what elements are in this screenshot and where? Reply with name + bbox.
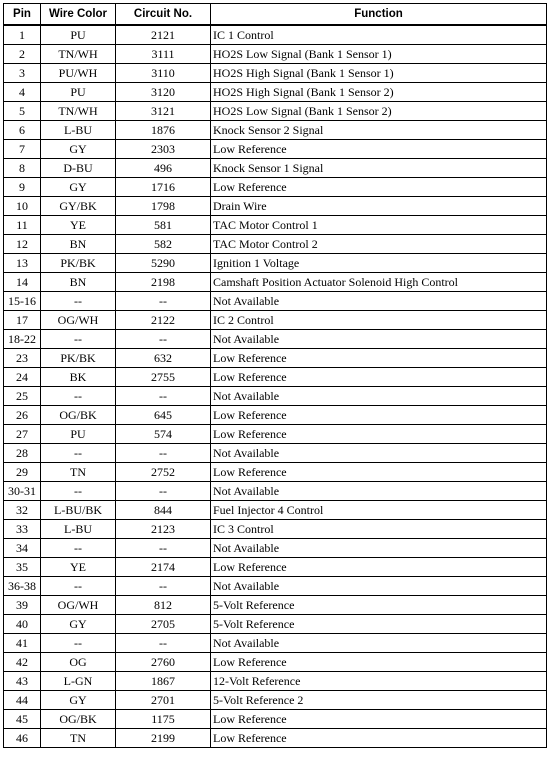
circuit-number-cell: 2755 bbox=[116, 368, 211, 387]
table-row bbox=[4, 216, 547, 235]
pin-cell: 3 bbox=[4, 64, 41, 83]
circuit-number-cell: 5290 bbox=[116, 254, 211, 273]
circuit-number-cell: 582 bbox=[116, 235, 211, 254]
circuit-number-cell: 1175 bbox=[116, 710, 211, 729]
pin-cell: 45 bbox=[4, 710, 41, 729]
function-cell: TAC Motor Control 1 bbox=[211, 216, 547, 235]
wire-color-cell: -- bbox=[41, 292, 116, 311]
table-row bbox=[4, 691, 547, 710]
circuit-number-cell: -- bbox=[116, 577, 211, 596]
wire-color-cell: -- bbox=[41, 539, 116, 558]
table-row bbox=[4, 292, 547, 311]
function-cell: HO2S High Signal (Bank 1 Sensor 2) bbox=[211, 83, 547, 102]
table-row bbox=[4, 577, 547, 596]
function-cell: Not Available bbox=[211, 387, 547, 406]
function-cell: Fuel Injector 4 Control bbox=[211, 501, 547, 520]
pin-cell: 9 bbox=[4, 178, 41, 197]
function-cell: Low Reference bbox=[211, 710, 547, 729]
table-row bbox=[4, 482, 547, 501]
circuit-number-cell: 2174 bbox=[116, 558, 211, 577]
circuit-number-cell: 496 bbox=[116, 159, 211, 178]
pin-cell: 5 bbox=[4, 102, 41, 121]
table-row bbox=[4, 444, 547, 463]
circuit-number-cell: 1867 bbox=[116, 672, 211, 691]
circuit-number-cell: -- bbox=[116, 482, 211, 501]
pin-cell: 27 bbox=[4, 425, 41, 444]
circuit-number-cell: -- bbox=[116, 444, 211, 463]
table-row bbox=[4, 273, 547, 292]
circuit-number-cell: -- bbox=[116, 634, 211, 653]
wire-color-cell: GY bbox=[41, 140, 116, 159]
pin-cell: 41 bbox=[4, 634, 41, 653]
circuit-number-cell: 2705 bbox=[116, 615, 211, 634]
circuit-number-cell: 3120 bbox=[116, 83, 211, 102]
table-row bbox=[4, 83, 547, 102]
function-cell: Low Reference bbox=[211, 349, 547, 368]
wire-color-cell: -- bbox=[41, 330, 116, 349]
circuit-number-cell: -- bbox=[116, 387, 211, 406]
table-row bbox=[4, 121, 547, 140]
wire-color-cell: TN/WH bbox=[41, 45, 116, 64]
connector-pinout-table bbox=[3, 3, 547, 748]
table-header bbox=[4, 4, 547, 26]
function-cell: Ignition 1 Voltage bbox=[211, 254, 547, 273]
wire-color-cell: GY bbox=[41, 615, 116, 634]
pin-cell: 33 bbox=[4, 520, 41, 539]
wire-color-cell: OG/BK bbox=[41, 710, 116, 729]
wire-color-cell: TN bbox=[41, 463, 116, 482]
table-row bbox=[4, 197, 547, 216]
pin-cell: 28 bbox=[4, 444, 41, 463]
table-row bbox=[4, 710, 547, 729]
wire-color-cell: -- bbox=[41, 634, 116, 653]
table-row bbox=[4, 653, 547, 672]
pin-cell: 42 bbox=[4, 653, 41, 672]
pin-cell: 7 bbox=[4, 140, 41, 159]
table-row bbox=[4, 368, 547, 387]
pin-cell: 10 bbox=[4, 197, 41, 216]
table-body bbox=[4, 25, 547, 748]
function-cell: 5-Volt Reference bbox=[211, 615, 547, 634]
wire-color-cell: TN bbox=[41, 729, 116, 748]
wire-color-cell: GY bbox=[41, 178, 116, 197]
function-cell: IC 1 Control bbox=[211, 25, 547, 45]
pin-cell: 23 bbox=[4, 349, 41, 368]
header-row bbox=[4, 4, 547, 26]
circuit-number-cell: -- bbox=[116, 539, 211, 558]
function-cell: Not Available bbox=[211, 539, 547, 558]
table-row bbox=[4, 140, 547, 159]
function-cell: TAC Motor Control 2 bbox=[211, 235, 547, 254]
header-wire-color: Wire Color bbox=[41, 4, 116, 26]
wire-color-cell: PU bbox=[41, 83, 116, 102]
function-cell: Low Reference bbox=[211, 558, 547, 577]
circuit-number-cell: 2760 bbox=[116, 653, 211, 672]
function-cell: IC 2 Control bbox=[211, 311, 547, 330]
wire-color-cell: PK/BK bbox=[41, 349, 116, 368]
function-cell: Knock Sensor 1 Signal bbox=[211, 159, 547, 178]
wire-color-cell: TN/WH bbox=[41, 102, 116, 121]
circuit-number-cell: 3111 bbox=[116, 45, 211, 64]
pin-cell: 25 bbox=[4, 387, 41, 406]
wire-color-cell: L-BU bbox=[41, 520, 116, 539]
circuit-number-cell: 2123 bbox=[116, 520, 211, 539]
circuit-number-cell: 3110 bbox=[116, 64, 211, 83]
pin-cell: 36-38 bbox=[4, 577, 41, 596]
pin-cell: 12 bbox=[4, 235, 41, 254]
wire-color-cell: L-GN bbox=[41, 672, 116, 691]
function-cell: Low Reference bbox=[211, 425, 547, 444]
pin-cell: 46 bbox=[4, 729, 41, 748]
function-cell: Low Reference bbox=[211, 729, 547, 748]
function-cell: Low Reference bbox=[211, 463, 547, 482]
table-row bbox=[4, 387, 547, 406]
wire-color-cell: OG/WH bbox=[41, 596, 116, 615]
function-cell: HO2S Low Signal (Bank 1 Sensor 1) bbox=[211, 45, 547, 64]
circuit-number-cell: 812 bbox=[116, 596, 211, 615]
wire-color-cell: PK/BK bbox=[41, 254, 116, 273]
table-row bbox=[4, 64, 547, 83]
wire-color-cell: -- bbox=[41, 444, 116, 463]
table-row bbox=[4, 539, 547, 558]
pin-cell: 17 bbox=[4, 311, 41, 330]
wire-color-cell: -- bbox=[41, 387, 116, 406]
wire-color-cell: OG/WH bbox=[41, 311, 116, 330]
pin-cell: 11 bbox=[4, 216, 41, 235]
pin-cell: 43 bbox=[4, 672, 41, 691]
circuit-number-cell: 844 bbox=[116, 501, 211, 520]
circuit-number-cell: 2122 bbox=[116, 311, 211, 330]
function-cell: 5-Volt Reference 2 bbox=[211, 691, 547, 710]
wire-color-cell: GY bbox=[41, 691, 116, 710]
circuit-number-cell: 2198 bbox=[116, 273, 211, 292]
function-cell: Not Available bbox=[211, 330, 547, 349]
wire-color-cell: PU/WH bbox=[41, 64, 116, 83]
pin-cell: 18-22 bbox=[4, 330, 41, 349]
table-row bbox=[4, 159, 547, 178]
wire-color-cell: PU bbox=[41, 25, 116, 45]
function-cell: Camshaft Position Actuator Solenoid High Control bbox=[211, 273, 547, 292]
function-cell: Drain Wire bbox=[211, 197, 547, 216]
wire-color-cell: BN bbox=[41, 235, 116, 254]
circuit-number-cell: 574 bbox=[116, 425, 211, 444]
function-cell: HO2S Low Signal (Bank 1 Sensor 2) bbox=[211, 102, 547, 121]
function-cell: Low Reference bbox=[211, 653, 547, 672]
circuit-number-cell: 2303 bbox=[116, 140, 211, 159]
wire-color-cell: YE bbox=[41, 558, 116, 577]
function-cell: Low Reference bbox=[211, 140, 547, 159]
wire-color-cell: OG/BK bbox=[41, 406, 116, 425]
table-row bbox=[4, 425, 547, 444]
wire-color-cell: BK bbox=[41, 368, 116, 387]
pin-cell: 6 bbox=[4, 121, 41, 140]
function-cell: Low Reference bbox=[211, 368, 547, 387]
table-row bbox=[4, 520, 547, 539]
table-row bbox=[4, 235, 547, 254]
wire-color-cell: -- bbox=[41, 577, 116, 596]
wire-color-cell: GY/BK bbox=[41, 197, 116, 216]
circuit-number-cell: 1876 bbox=[116, 121, 211, 140]
pin-cell: 40 bbox=[4, 615, 41, 634]
pin-cell: 29 bbox=[4, 463, 41, 482]
function-cell: Not Available bbox=[211, 482, 547, 501]
pin-cell: 2 bbox=[4, 45, 41, 64]
function-cell: 5-Volt Reference bbox=[211, 596, 547, 615]
circuit-number-cell: 1798 bbox=[116, 197, 211, 216]
table-row bbox=[4, 615, 547, 634]
table-row bbox=[4, 406, 547, 425]
pin-cell: 30-31 bbox=[4, 482, 41, 501]
header-pin: Pin bbox=[4, 4, 41, 26]
function-cell: Not Available bbox=[211, 292, 547, 311]
header-function: Function bbox=[211, 4, 547, 26]
circuit-number-cell: 2701 bbox=[116, 691, 211, 710]
pin-cell: 34 bbox=[4, 539, 41, 558]
pin-cell: 13 bbox=[4, 254, 41, 273]
wire-color-cell: OG bbox=[41, 653, 116, 672]
pin-cell: 32 bbox=[4, 501, 41, 520]
function-cell: HO2S High Signal (Bank 1 Sensor 1) bbox=[211, 64, 547, 83]
circuit-number-cell: -- bbox=[116, 292, 211, 311]
wire-color-cell: L-BU/BK bbox=[41, 501, 116, 520]
table-row bbox=[4, 178, 547, 197]
circuit-number-cell: 1716 bbox=[116, 178, 211, 197]
pin-cell: 14 bbox=[4, 273, 41, 292]
pin-cell: 44 bbox=[4, 691, 41, 710]
table-row bbox=[4, 25, 547, 45]
function-cell: IC 3 Control bbox=[211, 520, 547, 539]
function-cell: Knock Sensor 2 Signal bbox=[211, 121, 547, 140]
pin-cell: 24 bbox=[4, 368, 41, 387]
wire-color-cell: L-BU bbox=[41, 121, 116, 140]
wire-color-cell: BN bbox=[41, 273, 116, 292]
circuit-number-cell: 632 bbox=[116, 349, 211, 368]
pin-cell: 26 bbox=[4, 406, 41, 425]
wire-color-cell: PU bbox=[41, 425, 116, 444]
pin-cell: 1 bbox=[4, 25, 41, 45]
table-row bbox=[4, 330, 547, 349]
pin-cell: 35 bbox=[4, 558, 41, 577]
wire-color-cell: -- bbox=[41, 482, 116, 501]
table-row bbox=[4, 634, 547, 653]
table-row bbox=[4, 672, 547, 691]
circuit-number-cell: 2752 bbox=[116, 463, 211, 482]
pin-cell: 39 bbox=[4, 596, 41, 615]
function-cell: Not Available bbox=[211, 444, 547, 463]
table-row bbox=[4, 349, 547, 368]
table-row bbox=[4, 729, 547, 748]
function-cell: Low Reference bbox=[211, 406, 547, 425]
circuit-number-cell: 645 bbox=[116, 406, 211, 425]
wire-color-cell: YE bbox=[41, 216, 116, 235]
function-cell: Not Available bbox=[211, 577, 547, 596]
circuit-number-cell: 3121 bbox=[116, 102, 211, 121]
pin-cell: 4 bbox=[4, 83, 41, 102]
pin-cell: 8 bbox=[4, 159, 41, 178]
circuit-number-cell: 2121 bbox=[116, 25, 211, 45]
table-row bbox=[4, 596, 547, 615]
table-row bbox=[4, 102, 547, 121]
table-row bbox=[4, 501, 547, 520]
circuit-number-cell: -- bbox=[116, 330, 211, 349]
table-row bbox=[4, 558, 547, 577]
wire-color-cell: D-BU bbox=[41, 159, 116, 178]
function-cell: 12-Volt Reference bbox=[211, 672, 547, 691]
function-cell: Low Reference bbox=[211, 178, 547, 197]
circuit-number-cell: 581 bbox=[116, 216, 211, 235]
table-row bbox=[4, 463, 547, 482]
table-row bbox=[4, 45, 547, 64]
table-row bbox=[4, 254, 547, 273]
header-circuit-no: Circuit No. bbox=[116, 4, 211, 26]
pin-cell: 15-16 bbox=[4, 292, 41, 311]
function-cell: Not Available bbox=[211, 634, 547, 653]
circuit-number-cell: 2199 bbox=[116, 729, 211, 748]
table-row bbox=[4, 311, 547, 330]
